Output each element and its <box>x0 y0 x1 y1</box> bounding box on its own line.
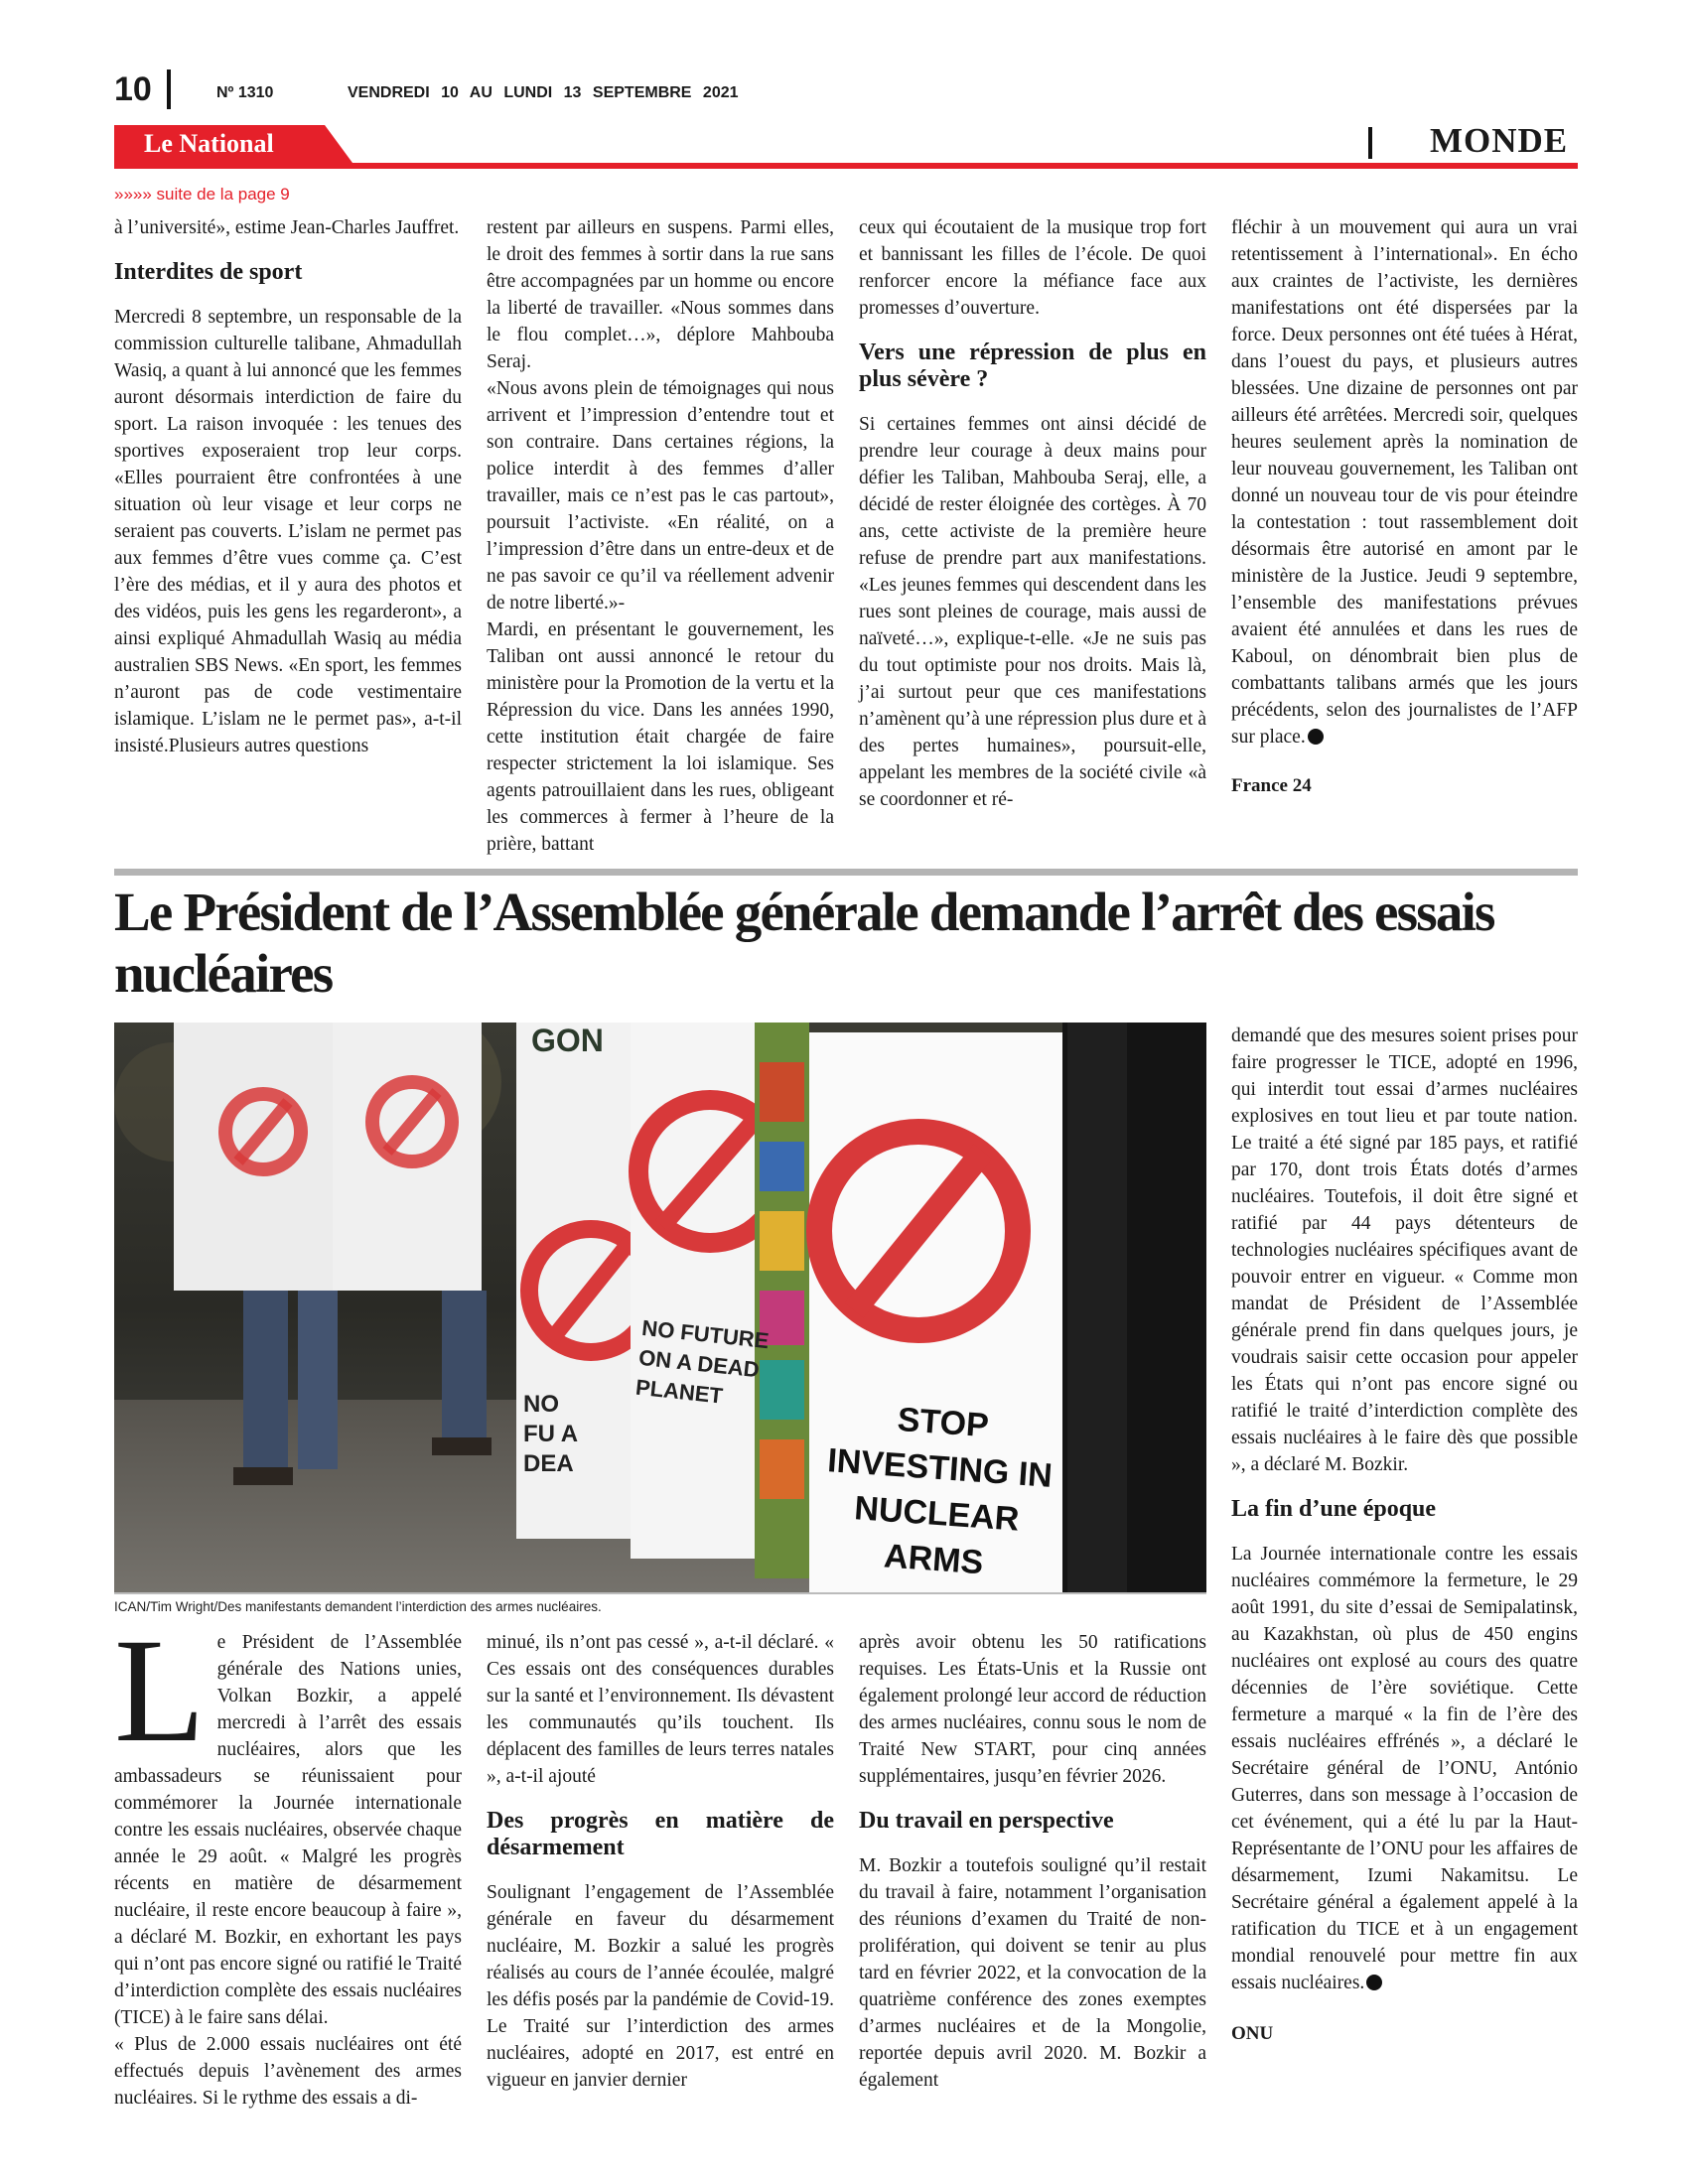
end-mark-icon <box>1308 729 1324 745</box>
article1-column-2 <box>487 214 834 858</box>
dropcap: L <box>114 1608 206 1773</box>
article1-credit: France 24 <box>1231 775 1312 796</box>
article1-column-4 <box>1231 214 1578 799</box>
page-number-divider <box>167 69 171 109</box>
article1-subhead-sport: Interdites de sport <box>114 259 303 285</box>
article2-column-3 <box>859 1629 1206 2094</box>
article2-subhead-epoque: La fin d’une époque <box>1231 1496 1437 1522</box>
article1-subhead-repression: Vers une répression de plus en plus sévère ? <box>859 340 1206 392</box>
photo-sign-stop-investing: STOP INVESTING IN NUCLEAR ARMS <box>826 1401 1054 1582</box>
photo-sign-dead-planet: NO FUTURE ON A DEAD PLANET <box>633 1314 771 1409</box>
article2-subhead-progres: Des progrès en matière de désarmement <box>487 1808 834 1860</box>
article2-col2-para2: Soulignant l’engagement de l’Assemblée générale en faveur du désarmement nucléaire, M. Bozkir a salué les progrès réalisés au cours de l’année écoulée, malgré les défis posés par la pandémie de Covid-19. Le Traité sur l’interdiction des armes nucléaires, adopté en 2017, est entré en vigueur en janvier dernier <box>487 1882 834 2091</box>
photo-caption-rule <box>114 1592 1206 1594</box>
photo-caption: ICAN/Tim Wright/Des manifestants demandent l’interdiction des armes nucléaires. <box>114 1599 602 1614</box>
article1-col1-para2: Mercredi 8 septembre, un responsable de la commission culturelle talibane, Ahmadullah Wasiq, a quant à lui annoncé que les femmes auront désormais interdiction de faire du sport. La raison invoquée : les tenues des sportives exposeraient trop leur corps. «Elles pourraient être confrontées à une situation où leur visage et leur corps ne seraient pas couverts. L’islam ne permet pas aux femmes d’être vues comme ça. C’est l’ère des médias, et il y aura des photos et des vidéos, puis les gens les regarderont», a ainsi expliqué Ahmadullah Wasiq au média australien SBS News. «En sport, les femmes n’auront pas de code vestimentaire islamique. L’islam ne le permet pas», a-t-il insisté.Plusieurs autres questions <box>114 307 462 756</box>
header-rule <box>114 163 1578 169</box>
photo-sign-top: GON <box>531 1023 604 1058</box>
article2-subhead-travail: Du travail en perspective <box>859 1808 1114 1834</box>
article1-col2-para2: «Nous avons plein de témoignages qui nous arrivent et l’impression d’entendre tout et son contraire. Dans certaines régions, la police interdit à des femmes d’aller travailler, mais ce n’est pas le cas partout», poursuit l’activiste. «En réalité, on a l’impression d’être dans un entre-deux et de ne pas savoir ce qu’il va réellement advenir de notre liberté.»- <box>487 378 834 614</box>
article1-col1-para1: à l’université», estime Jean-Charles Jauffret. <box>114 217 460 238</box>
article1-column-1 <box>114 214 462 759</box>
protest-photo <box>114 1023 1206 1592</box>
brand-logo: Le National <box>144 129 274 158</box>
article1-col2-para1: restent par ailleurs en suspens. Parmi elles, le droit des femmes à sortir dans la rue sans être accompagnées par un homme ou encore la liberté de travailler. «Nous sommes dans le flou complet…», déplore Mahbouba Seraj. <box>487 217 834 372</box>
article-separator <box>114 869 1578 876</box>
article1-col2-para3: Mardi, en présentant le gouvernement, les Taliban ont aussi annoncé le retour du ministère pour la Promotion de la vertu et la Répression du vice. Dans les années 1990, cette institution était chargée de faire respecter strictement la loi islamique. Ses agents patrouillaient dans les rues, obligeant les commerces à fermer à l’heure de la prière, battant <box>487 619 834 855</box>
article2-col3-para2: M. Bozkir a toutefois souligné qu’il restait du travail à faire, notamment l’organisation des réunions d’examen du Traité de non-prolifération, qui doivent se tenir au plus tard en février 2022, et la convocation de la quatrième conférence des zones exemptes d’armes nucléaires et de la Mongolie, reportée depuis avril 2020. M. Bozkir a également <box>859 1855 1206 2091</box>
article2-column-2 <box>487 1629 834 2094</box>
photo-sign-left: NO FU A DEA <box>523 1391 578 1477</box>
article1-col4-para1: fléchir à un mouvement qui aura un vrai retentissement à l’international». En écho aux craintes de l’activiste, les dernières manifestations ont été dispersées par la force. Deux personnes ont été tuées à Hérat, dans l’ouest du pays, et plusieurs autres blessées. Une dizaine de personnes ont par ailleurs été arrêtées. Mercredi soir, quelques heures seulement après la nomination de leur nouveau gouvernement, les Taliban ont donné un nouveau tour de vis pour éteindre la contestation : tout rassemblement doit désormais être autorisé en amont par le ministère de la Justice. Jeudi 9 septembre, l’ensemble des manifestations prévues avaient été annulées et dans les rues de Kaboul, on dénombrait bien plus de combattants talibans armés que les jours précédents, selon des journalistes de l’AFP sur place. <box>1231 217 1578 748</box>
article2-col2-para1: minué, ils n’ont pas cessé », a-t-il déclaré. « Ces essais ont des conséquences durables sur la santé et l’environnement. Ils dévastent les communautés qu’ils touchent. Ils déplacent des familles de leurs terres natales », a-t-il ajouté <box>487 1632 834 1787</box>
article1-col3-para1: ceux qui écoutaient de la musique trop fort et bannissant les filles de l’école. De quoi renforcer encore la méfiance face aux promesses d’ouverture. <box>859 217 1206 319</box>
end-mark-icon <box>1366 1975 1382 1990</box>
issue-date: VENDREDI 10 AU LUNDI 13 SEPTEMBRE 2021 <box>348 84 739 101</box>
article2-col4-para1: demandé que des mesures soient prises pour faire progresser le TICE, adopté en 1996, qui interdit tout essai d’armes nucléaires explosives en tout lieu et par toute nation. Le traité a été signé par 185 pays, et ratifié par 170, dont trois États dotés d’armes nucléaires. Toutefois, il doit être signé et ratifié par 44 pays détenteurs de technologies nucléaires spécifiques avant de pouvoir entrer en vigueur. « Comme mon mandat de Président de l’Assemblée générale prend fin dans quelques jours, je voudrais saisir cette occasion pour appeler les États qui n’ont pas encore signé ou ratifié le traité d’interdiction complète des essais nucléaires à le faire dès que possible », a déclaré M. Bozkir. <box>1231 1025 1578 1475</box>
article1-column-3 <box>859 214 1206 813</box>
continued-note: »»»» suite de la page 9 <box>114 185 290 204</box>
article2-column-1 <box>114 1608 462 2112</box>
section-divider <box>1368 127 1372 159</box>
article2-col1-para1: Le Président de l’Assemblée générale des Nations unies, Volkan Bozkir, a appelé mercredi à l’arrêt des essais nucléaires, alors que les ambassadeurs se réunissaient pour commémorer la Journée internationale contre les essais nucléaires, observée chaque année le 29 août. « Malgré les progrès récents en matière de désarmement nucléaire, il reste encore beaucoup à faire », a déclaré M. Bozkir, en exhortant les pays qui n’ont pas encore signé ou ratifié le Traité d’interdiction complète des essais nucléaires (TICE) à le faire sans délai. <box>114 1608 462 2028</box>
issue-number: Nº 1310 <box>216 84 274 101</box>
article2-column-4 <box>1231 1023 1578 2047</box>
article2-col3-para1: après avoir obtenu les 50 ratifications requises. Les États-Unis et la Russie ont également prolongé leur accord de réduction des armes nucléaires, connu sous le nom de Traité New START, pour cinq années supplémentaires, jusqu’en février 2026. <box>859 1632 1206 1787</box>
section-title: MONDE <box>1430 121 1569 160</box>
article2-col1-para2: « Plus de 2.000 essais nucléaires ont été effectués depuis l’avènement des armes nucléaires. Si le rythme des essais a di- <box>114 2034 462 2109</box>
article2-headline: Le Président de l’Assemblée générale demande l’arrêt des essais nucléaires <box>114 882 1494 1004</box>
article1-col3-para2: Si certaines femmes ont ainsi décidé de prendre leur courage à deux mains pour défier les Taliban, Mahbouba Seraj, elle, a décidé de rester éloignée des cortèges. À 70 ans, cette activiste de la première heure refuse de prendre part aux manifestations. «Les jeunes femmes qui descendent dans les rues sont pleines de courage, mais aussi de naïveté…», explique-t-elle. «Je ne suis pas du tout optimiste pour nos droits. Mais là, j’ai surtout peur que ces manifestations n’amènent qu’à une répression plus dure et à des pertes humaines», poursuit-elle, appelant les membres de la société civile «à se coordonner et ré- <box>859 414 1206 810</box>
page-number: 10 <box>114 70 152 108</box>
article2-credit: ONU <box>1231 2023 1274 2044</box>
article2-col4-para2: La Journée internationale contre les essais nucléaires commémore la fermeture, le 29 août 1991, du site d’essai de Semipalatinsk, au Kazakhstan, où plus de 450 engins nucléaires ont explosé au cours des quatre décennies de l’ère soviétique. Cette fermeture a marqué « la fin de l’ère des essais nucléaires effrénés », a déclaré le Secrétaire général de l’ONU, António Guterres, dans son message à l’occasion de cet événement, qui a été lu par la Haut-Représentante de l’ONU pour les affaires de désarmement, Izumi Nakamitsu. Le Secrétaire général a également appelé à la ratification du TICE et à un engagement mondial renouvelé pour mettre fin aux essais nucléaires. <box>1231 1544 1578 1993</box>
